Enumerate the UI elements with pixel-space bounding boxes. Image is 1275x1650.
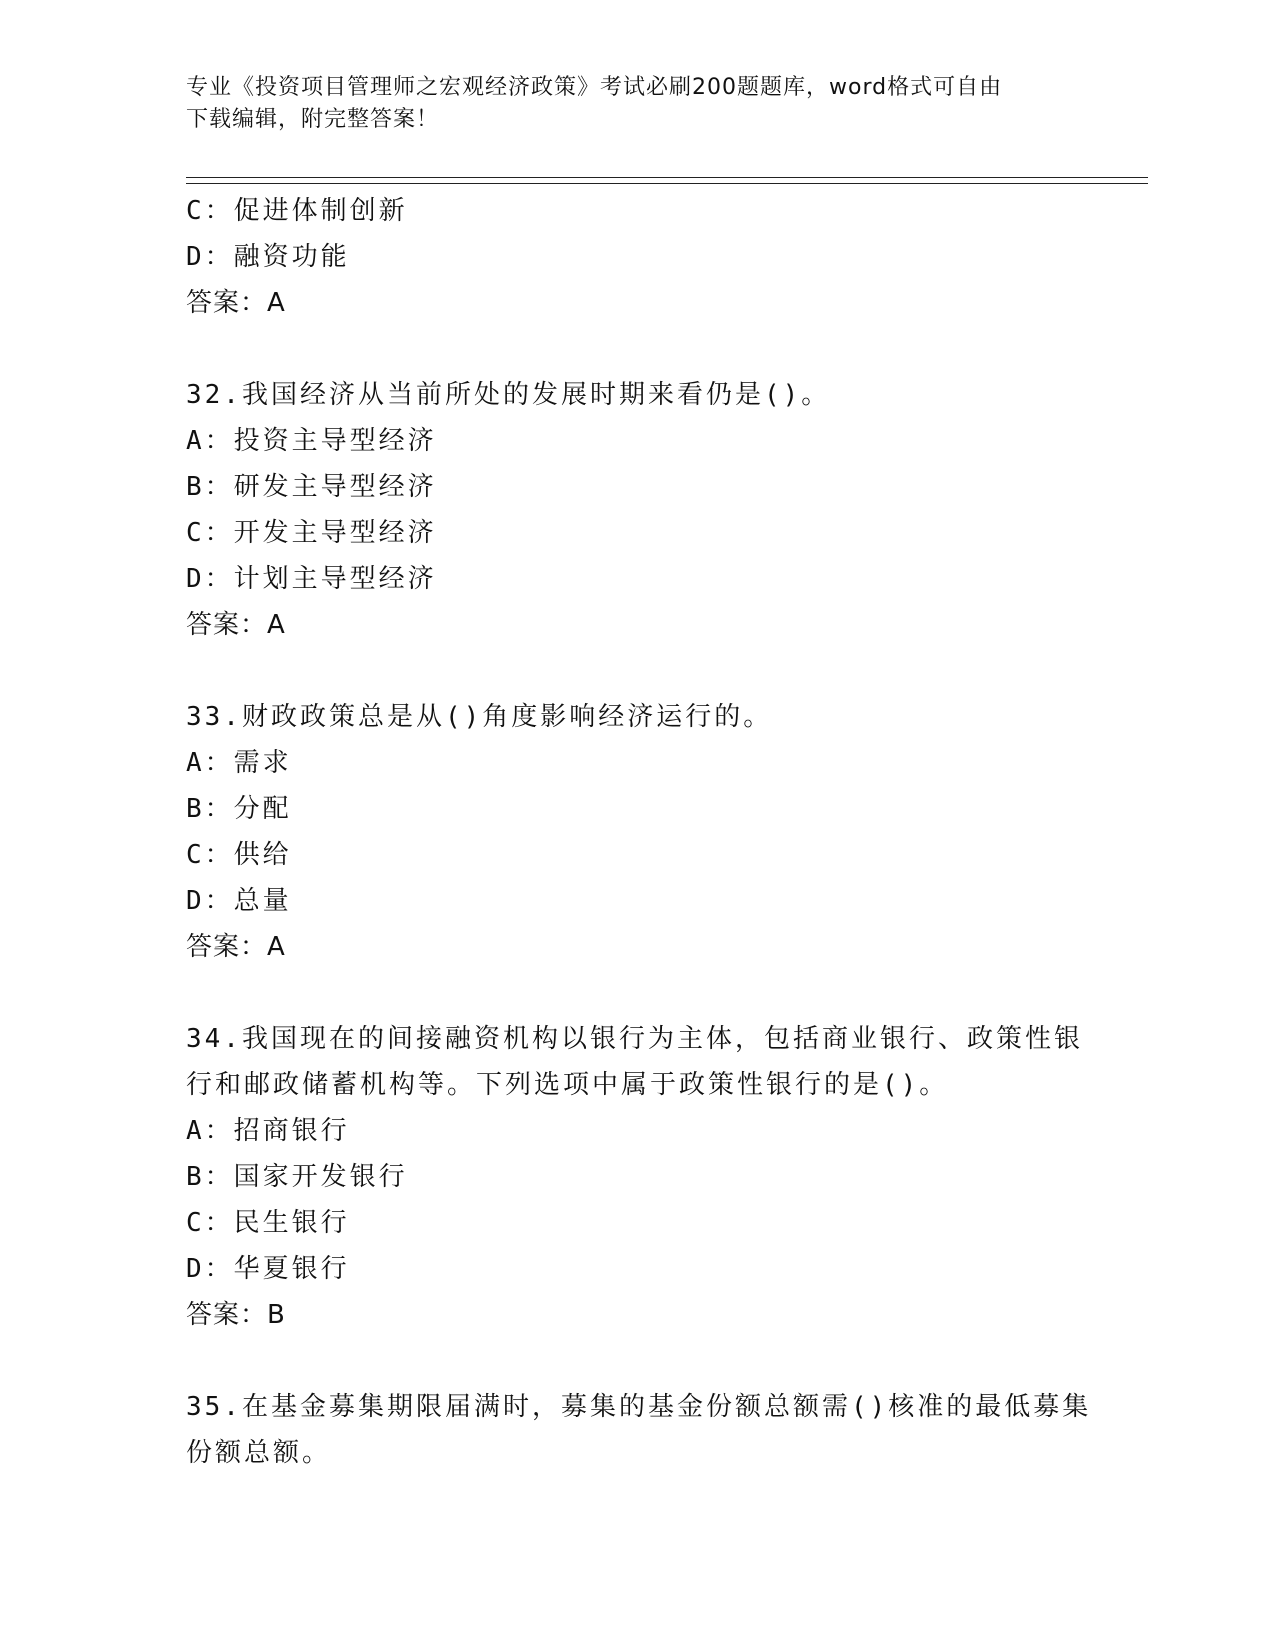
option-c: C：民生银行 [186, 1208, 350, 1238]
answer: 答案：A [186, 610, 286, 640]
question-stem-line-1: 34.我国现在的间接融资机构以银行为主体，包括商业银行、政策性银 [186, 1024, 1083, 1054]
option-c: C：供给 [186, 840, 292, 870]
answer: 答案：A [186, 932, 286, 962]
question-32 [186, 372, 1086, 648]
header-line-1: 专业《投资项目管理师之宏观经济政策》考试必刷200题题库，word格式可自由 [186, 75, 1003, 100]
answer: 答案：B [186, 1300, 286, 1330]
option-d: D：融资功能 [186, 242, 350, 272]
option-a: A：投资主导型经济 [186, 426, 437, 456]
option-a: A：需求 [186, 748, 292, 778]
question-stem-line-2: 行和邮政储蓄机构等。下列选项中属于政策性银行的是()。 [186, 1070, 949, 1100]
answer: 答案：A [186, 288, 286, 318]
option-d: D：华夏银行 [186, 1254, 350, 1284]
question-list [186, 188, 1092, 1476]
option-d: D：计划主导型经济 [186, 564, 437, 594]
header-line-2: 下载编辑，附完整答案！ [186, 107, 440, 132]
question-stem: 33.财政政策总是从()角度影响经济运行的。 [186, 702, 773, 732]
option-b: B：分配 [186, 794, 292, 824]
option-a: A：招商银行 [186, 1116, 350, 1146]
option-d: D：总量 [186, 886, 292, 916]
option-b: B：国家开发银行 [186, 1162, 408, 1192]
question-35 [186, 1384, 1092, 1476]
question-stem: 32.我国经济从当前所处的发展时期来看仍是()。 [186, 380, 831, 410]
question-34 [186, 1016, 1086, 1338]
option-c: C：促进体制创新 [186, 196, 408, 226]
question-stem-line-2: 份额总额。 [186, 1438, 332, 1468]
header-divider [186, 177, 1148, 184]
page-header [186, 72, 1066, 136]
question-31 [186, 188, 1086, 326]
question-33 [186, 694, 1086, 970]
option-b: B：研发主导型经济 [186, 472, 437, 502]
question-stem-line-1: 35.在基金募集期限届满时，募集的基金份额总额需()核准的最低募集 [186, 1392, 1092, 1422]
option-c: C：开发主导型经济 [186, 518, 437, 548]
